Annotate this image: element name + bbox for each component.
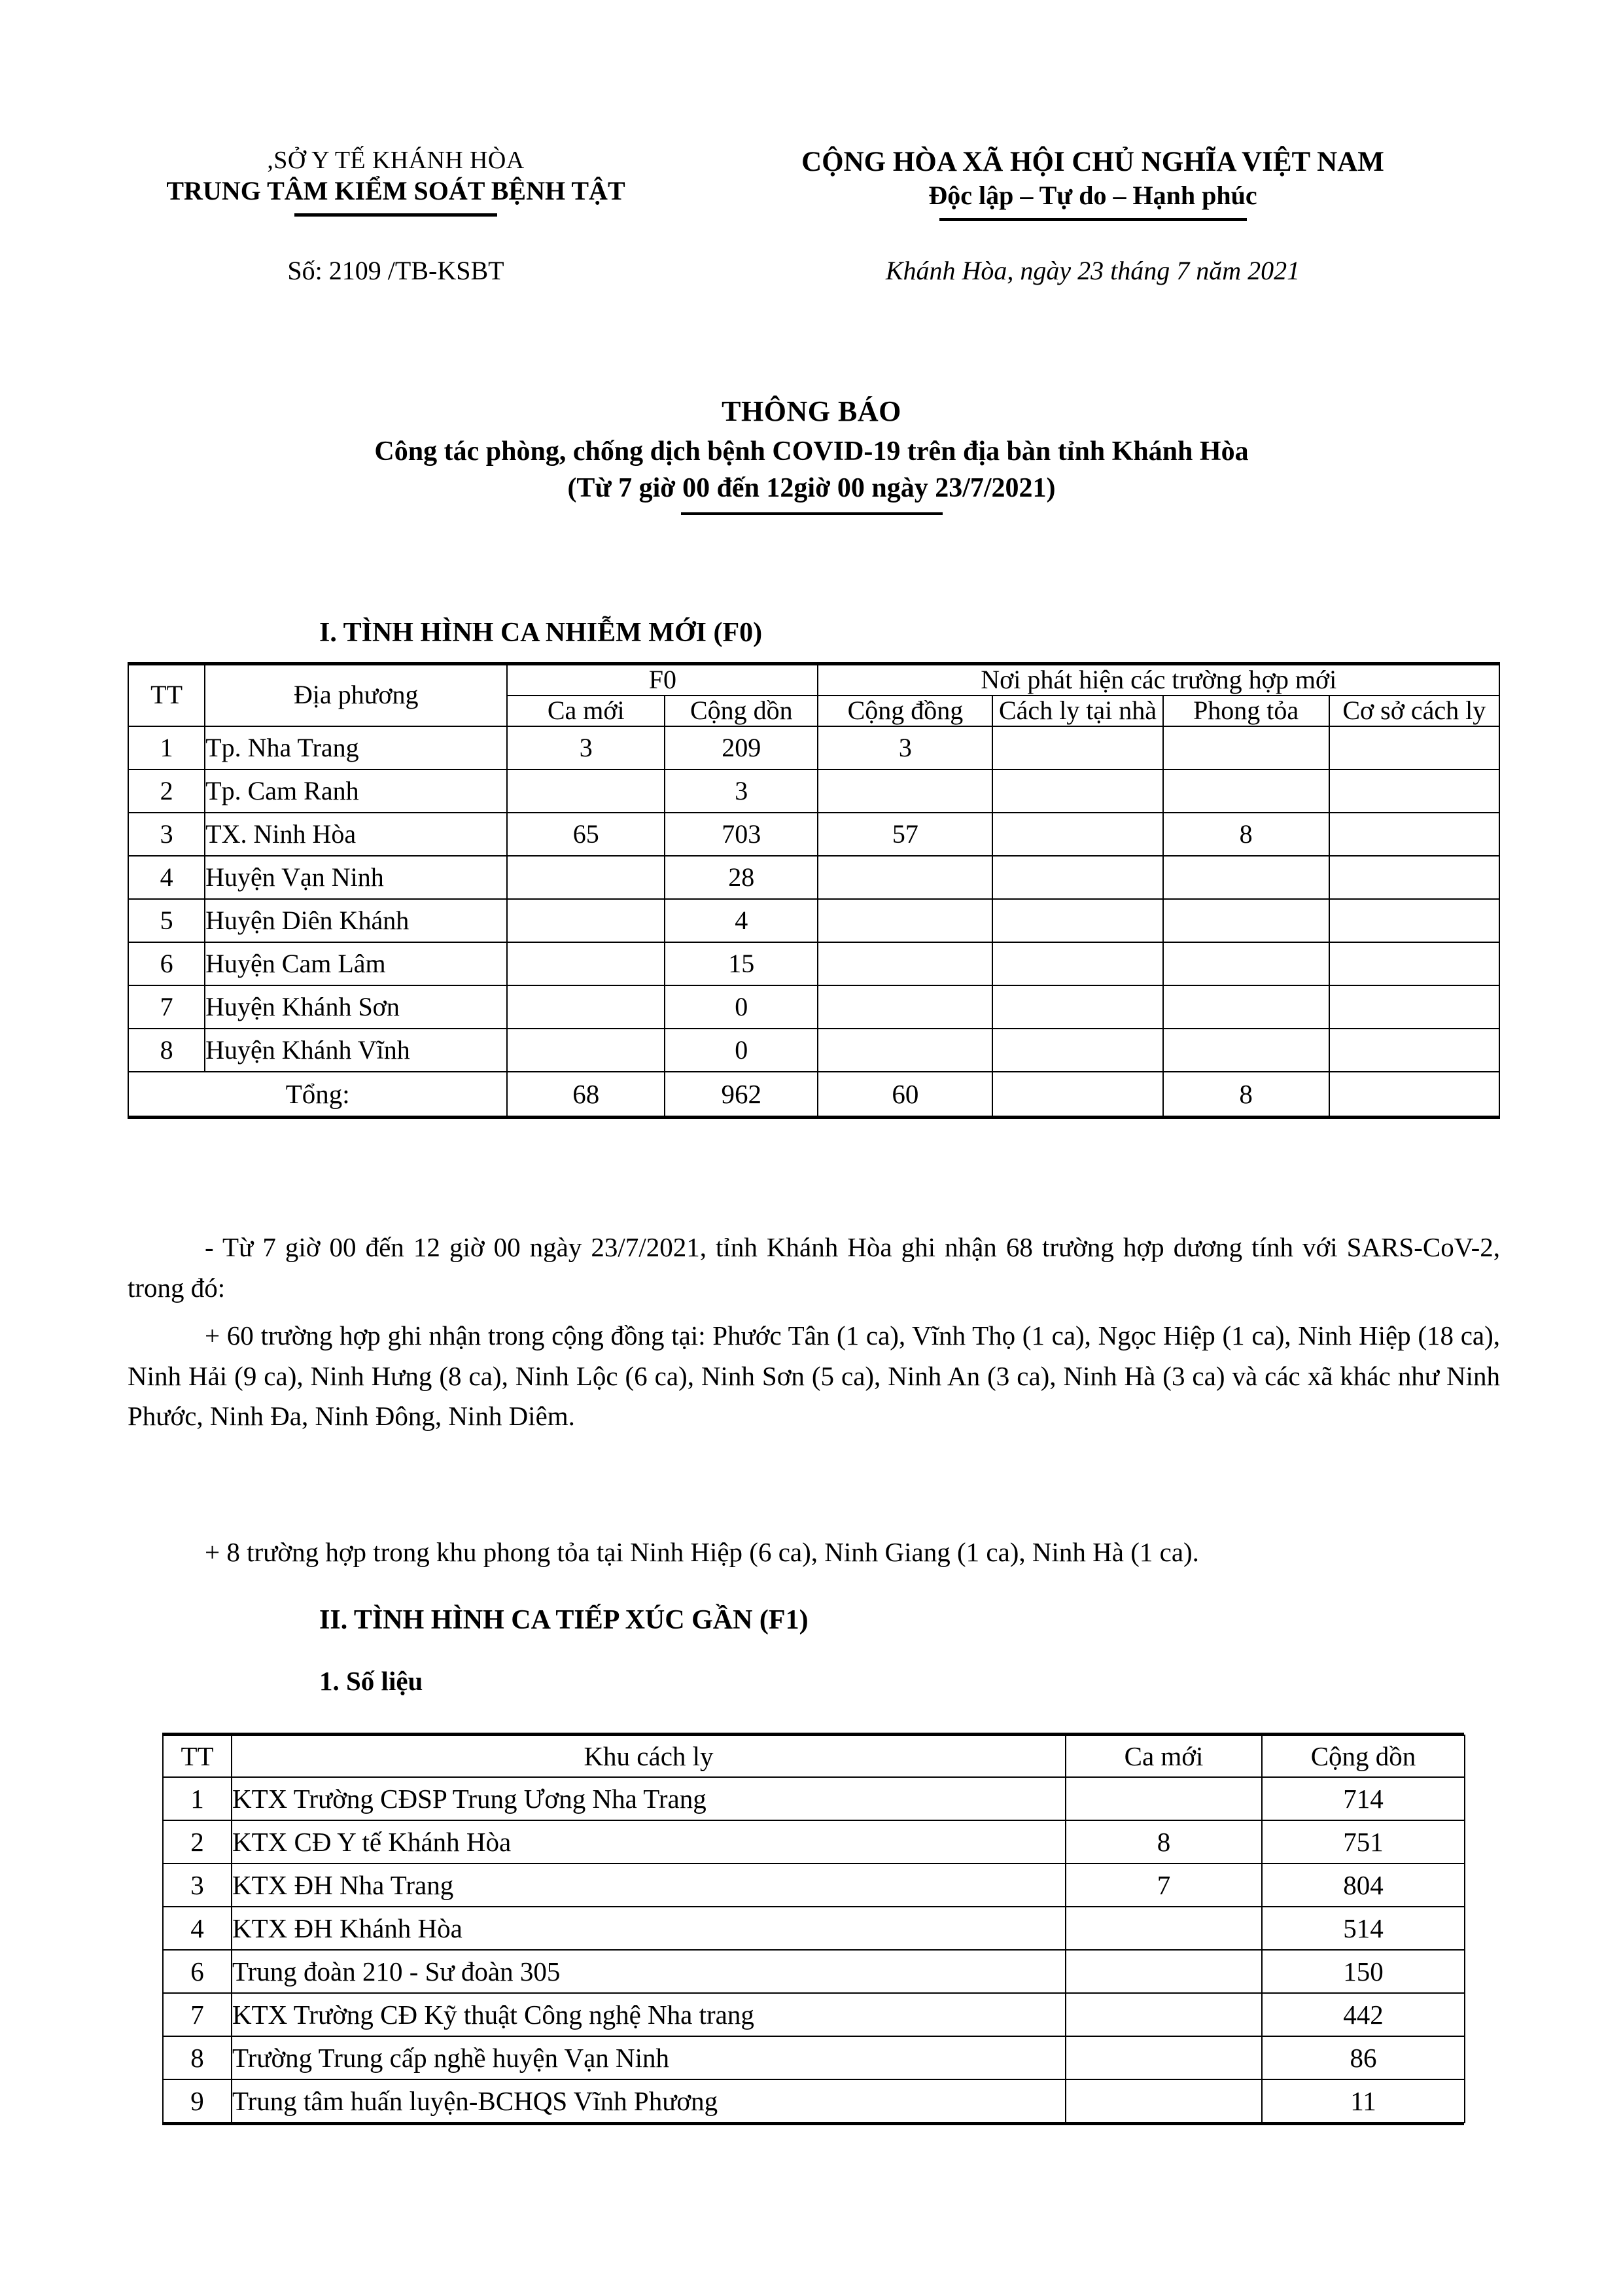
col-header-cong-don-f1: Cộng dồn bbox=[1262, 1735, 1465, 1777]
cell-cong-don: 0 bbox=[665, 1029, 818, 1072]
table-row bbox=[128, 899, 1499, 942]
issuing-organization-block bbox=[0, 145, 680, 221]
title-subtitle-line1: Công tác phòng, chống dịch bệnh COVID-19 trên địa bàn tỉnh Khánh Hòa bbox=[374, 436, 1249, 467]
cell-co-so-cach-ly bbox=[1329, 985, 1499, 1029]
section-2-heading: II. TÌNH HÌNH CA TIẾP XÚC GẦN (F1) bbox=[319, 1605, 809, 1635]
cell-tt: 1 bbox=[163, 1777, 232, 1820]
col-header-ca-moi-f1: Ca mới bbox=[1066, 1735, 1262, 1777]
table-row bbox=[128, 726, 1499, 769]
f0-table-container bbox=[128, 662, 1500, 1119]
cell-phong-toa bbox=[1163, 985, 1329, 1029]
cell-co-so-cach-ly bbox=[1329, 899, 1499, 942]
table-row bbox=[128, 1029, 1499, 1072]
cell-cong-don: 804 bbox=[1262, 1863, 1465, 1907]
total-cell-cong-don: 962 bbox=[665, 1072, 818, 1116]
cell-cong-don: 209 bbox=[665, 726, 818, 769]
cell-cach-ly-tai-nha bbox=[992, 769, 1162, 813]
cell-facility-name: KTX Trường CĐ Kỹ thuật Công nghệ Nha trang bbox=[232, 1993, 1066, 2036]
f1-table-header-row bbox=[163, 1735, 1465, 1777]
cell-facility-name: KTX ĐH Khánh Hòa bbox=[232, 1907, 1066, 1950]
col-group-header-f0: F0 bbox=[507, 665, 818, 696]
cell-co-so-cach-ly bbox=[1329, 856, 1499, 899]
cell-cong-don: 4 bbox=[665, 899, 818, 942]
cell-cong-don: 442 bbox=[1262, 1993, 1465, 2036]
cell-cong-dong bbox=[818, 985, 992, 1029]
cell-phong-toa bbox=[1163, 769, 1329, 813]
cell-cong-dong bbox=[818, 856, 992, 899]
cell-phong-toa bbox=[1163, 726, 1329, 769]
cell-cong-dong: 3 bbox=[818, 726, 992, 769]
cell-tt: 3 bbox=[163, 1863, 232, 1907]
table-row bbox=[128, 942, 1499, 985]
cell-total-label: Tổng: bbox=[128, 1072, 507, 1116]
col-header-phong-toa: Phong tỏa bbox=[1163, 696, 1329, 726]
cell-cong-don: 514 bbox=[1262, 1907, 1465, 1950]
cell-locality: Huyện Khánh Sơn bbox=[205, 985, 507, 1029]
cell-ca-moi bbox=[1066, 1777, 1262, 1820]
table-row bbox=[163, 1820, 1465, 1863]
paragraph-summary: - Từ 7 giờ 00 đến 12 giờ 00 ngày 23/7/2021, tỉnh Khánh Hòa ghi nhận 68 trường hợp dương tính với SARS-CoV-2, trong đó: bbox=[128, 1232, 1500, 1303]
cell-tt: 4 bbox=[163, 1907, 232, 1950]
header-rule-right bbox=[939, 218, 1247, 221]
cell-locality: Huyện Cam Lâm bbox=[205, 942, 507, 985]
col-group-header-detection: Nơi phát hiện các trường hợp mới bbox=[818, 665, 1499, 696]
table-row bbox=[128, 813, 1499, 856]
section-1-heading: I. TÌNH HÌNH CA NHIỄM MỚI (F0) bbox=[319, 618, 763, 648]
cell-tt: 8 bbox=[128, 1029, 205, 1072]
cell-tt: 6 bbox=[128, 942, 205, 985]
cell-cong-don: 751 bbox=[1262, 1820, 1465, 1863]
cell-tt: 3 bbox=[128, 813, 205, 856]
cell-cach-ly-tai-nha bbox=[992, 985, 1162, 1029]
department-name: ,SỞ Y TẾ KHÁNH HÒA bbox=[267, 147, 525, 174]
cell-ca-moi bbox=[1066, 1907, 1262, 1950]
cell-cach-ly-tai-nha bbox=[992, 813, 1162, 856]
total-cell-co-so-cach-ly bbox=[1329, 1072, 1499, 1116]
title-rule bbox=[681, 512, 943, 515]
paragraph-lockdown-cases: + 8 trường hợp trong khu phong tỏa tại Ninh Hiệp (6 ca), Ninh Giang (1 ca), Ninh Hà (1 ca). bbox=[205, 1537, 1199, 1567]
cell-locality: TX. Ninh Hòa bbox=[205, 813, 507, 856]
table-row bbox=[163, 1950, 1465, 1993]
document-title-block bbox=[0, 393, 1623, 515]
cell-ca-moi: 3 bbox=[507, 726, 665, 769]
cell-ca-moi: 65 bbox=[507, 813, 665, 856]
cell-co-so-cach-ly bbox=[1329, 769, 1499, 813]
total-cell-ca-moi: 68 bbox=[507, 1072, 665, 1116]
cell-locality: Tp. Nha Trang bbox=[205, 726, 507, 769]
col-header-locality: Địa phương bbox=[205, 665, 507, 726]
col-header-cach-ly-tai-nha: Cách ly tại nhà bbox=[992, 696, 1162, 726]
document-number: Số: 2109 /TB-KSBT bbox=[287, 256, 504, 285]
center-name: TRUNG TÂM KIỂM SOÁT BỆNH TẬT bbox=[166, 176, 625, 206]
col-header-khu-cach-ly: Khu cách ly bbox=[232, 1735, 1066, 1777]
cell-cong-don: 703 bbox=[665, 813, 818, 856]
col-header-tt-f1: TT bbox=[163, 1735, 232, 1777]
cell-cong-don: 86 bbox=[1262, 2036, 1465, 2079]
cell-phong-toa bbox=[1163, 899, 1329, 942]
cell-locality: Huyện Vạn Ninh bbox=[205, 856, 507, 899]
cell-tt: 9 bbox=[163, 2079, 232, 2123]
f1-table-body bbox=[163, 1777, 1465, 2123]
col-header-ca-moi: Ca mới bbox=[507, 696, 665, 726]
cell-tt: 4 bbox=[128, 856, 205, 899]
cell-tt: 1 bbox=[128, 726, 205, 769]
total-cell-phong-toa: 8 bbox=[1163, 1072, 1329, 1116]
cell-co-so-cach-ly bbox=[1329, 942, 1499, 985]
cell-ca-moi bbox=[1066, 1993, 1262, 2036]
cell-co-so-cach-ly bbox=[1329, 813, 1499, 856]
cell-facility-name: Trung tâm huấn luyện-BCHQS Vĩnh Phương bbox=[232, 2079, 1066, 2123]
cell-co-so-cach-ly bbox=[1329, 1029, 1499, 1072]
cell-ca-moi bbox=[1066, 2079, 1262, 2123]
table-row bbox=[163, 2036, 1465, 2079]
table-row bbox=[163, 1993, 1465, 2036]
cell-cach-ly-tai-nha bbox=[992, 856, 1162, 899]
cell-cach-ly-tai-nha bbox=[992, 1029, 1162, 1072]
country-name: CỘNG HÒA XÃ HỘI CHỦ NGHĨA VIỆT NAM bbox=[801, 147, 1384, 177]
cell-cong-don: 150 bbox=[1262, 1950, 1465, 1993]
section-2-subheading: 1. Số liệu bbox=[319, 1666, 423, 1696]
cell-tt: 5 bbox=[128, 899, 205, 942]
cell-facility-name: KTX ĐH Nha Trang bbox=[232, 1863, 1066, 1907]
cell-tt: 7 bbox=[163, 1993, 232, 2036]
cell-locality: Huyện Diên Khánh bbox=[205, 899, 507, 942]
place-and-date: Khánh Hòa, ngày 23 tháng 7 năm 2021 bbox=[885, 256, 1300, 285]
document-header bbox=[0, 145, 1623, 221]
cell-cong-don: 3 bbox=[665, 769, 818, 813]
cell-ca-moi: 7 bbox=[1066, 1863, 1262, 1907]
cell-ca-moi bbox=[507, 942, 665, 985]
cell-tt: 7 bbox=[128, 985, 205, 1029]
col-header-cong-don: Cộng dồn bbox=[665, 696, 818, 726]
header-rule-left bbox=[294, 213, 497, 217]
cell-cong-don: 714 bbox=[1262, 1777, 1465, 1820]
cell-ca-moi bbox=[507, 856, 665, 899]
cell-cong-don: 28 bbox=[665, 856, 818, 899]
cell-cong-don: 11 bbox=[1262, 2079, 1465, 2123]
cell-ca-moi bbox=[507, 769, 665, 813]
cell-facility-name: KTX Trường CĐSP Trung Ương Nha Trang bbox=[232, 1777, 1066, 1820]
f1-table bbox=[162, 1735, 1465, 2123]
cell-cach-ly-tai-nha bbox=[992, 726, 1162, 769]
cell-ca-moi bbox=[1066, 1950, 1262, 1993]
cell-cong-dong bbox=[818, 942, 992, 985]
cell-tt: 6 bbox=[163, 1950, 232, 1993]
document-meta-row bbox=[0, 255, 1623, 286]
cell-tt: 2 bbox=[163, 1820, 232, 1863]
cell-locality: Huyện Khánh Vĩnh bbox=[205, 1029, 507, 1072]
table-row bbox=[128, 985, 1499, 1029]
cell-cong-don: 15 bbox=[665, 942, 818, 985]
table-row bbox=[128, 856, 1499, 899]
cell-ca-moi bbox=[1066, 2036, 1262, 2079]
cell-tt: 2 bbox=[128, 769, 205, 813]
col-header-tt: TT bbox=[128, 665, 205, 726]
cell-facility-name: Trường Trung cấp nghề huyện Vạn Ninh bbox=[232, 2036, 1066, 2079]
cell-locality: Tp. Cam Ranh bbox=[205, 769, 507, 813]
cell-cong-dong: 57 bbox=[818, 813, 992, 856]
table-row bbox=[163, 1907, 1465, 1950]
cell-phong-toa: 8 bbox=[1163, 813, 1329, 856]
table-row bbox=[128, 769, 1499, 813]
f0-table bbox=[128, 664, 1500, 1117]
cell-phong-toa bbox=[1163, 1029, 1329, 1072]
cell-tt: 8 bbox=[163, 2036, 232, 2079]
col-header-co-so-cach-ly: Cơ sở cách ly bbox=[1329, 696, 1499, 726]
cell-ca-moi bbox=[507, 899, 665, 942]
table-total-row bbox=[128, 1072, 1499, 1116]
page-title: THÔNG BÁO bbox=[722, 395, 901, 427]
cell-cach-ly-tai-nha bbox=[992, 899, 1162, 942]
cell-facility-name: Trung đoàn 210 - Sư đoàn 305 bbox=[232, 1950, 1066, 1993]
cell-cach-ly-tai-nha bbox=[992, 942, 1162, 985]
cell-phong-toa bbox=[1163, 856, 1329, 899]
title-subtitle-line2: (Từ 7 giờ 00 đến 12giờ 00 ngày 23/7/2021) bbox=[567, 473, 1056, 504]
cell-cong-dong bbox=[818, 899, 992, 942]
table-header-row-group bbox=[128, 665, 1499, 696]
national-motto: Độc lập – Tự do – Hạnh phúc bbox=[928, 181, 1257, 211]
f0-table-body bbox=[128, 726, 1499, 1116]
cell-phong-toa bbox=[1163, 942, 1329, 985]
cell-ca-moi: 8 bbox=[1066, 1820, 1262, 1863]
col-header-cong-dong: Cộng đồng bbox=[818, 696, 992, 726]
cell-cong-don: 0 bbox=[665, 985, 818, 1029]
cell-cong-dong bbox=[818, 1029, 992, 1072]
table-row bbox=[163, 1863, 1465, 1907]
total-cell-cach-ly-tai-nha bbox=[992, 1072, 1162, 1116]
paragraph-community-cases: + 60 trường hợp ghi nhận trong cộng đồng tại: Phước Tân (1 ca), Vĩnh Thọ (1 ca), Ngọc Hiệp (1 ca), Ninh Hiệp (18 ca), Ninh Hải (9 ca), Ninh Hưng (8 ca), Ninh Lộc (6 ca), Ninh Sơn (5 ca), Ninh An (3 ca), Ninh Hà (3 ca) và các xã khác như Ninh Phước, Ninh Đa, Ninh Đông, Ninh Diêm. bbox=[128, 1320, 1500, 1431]
cell-ca-moi bbox=[507, 1029, 665, 1072]
table-row bbox=[163, 1777, 1465, 1820]
cell-co-so-cach-ly bbox=[1329, 726, 1499, 769]
cell-ca-moi bbox=[507, 985, 665, 1029]
cell-cong-dong bbox=[818, 769, 992, 813]
f1-table-container bbox=[162, 1733, 1464, 2125]
national-heading-block bbox=[680, 145, 1623, 221]
table-row bbox=[163, 2079, 1465, 2123]
total-cell-cong-dong: 60 bbox=[818, 1072, 992, 1116]
cell-facility-name: KTX CĐ Y tế Khánh Hòa bbox=[232, 1820, 1066, 1863]
